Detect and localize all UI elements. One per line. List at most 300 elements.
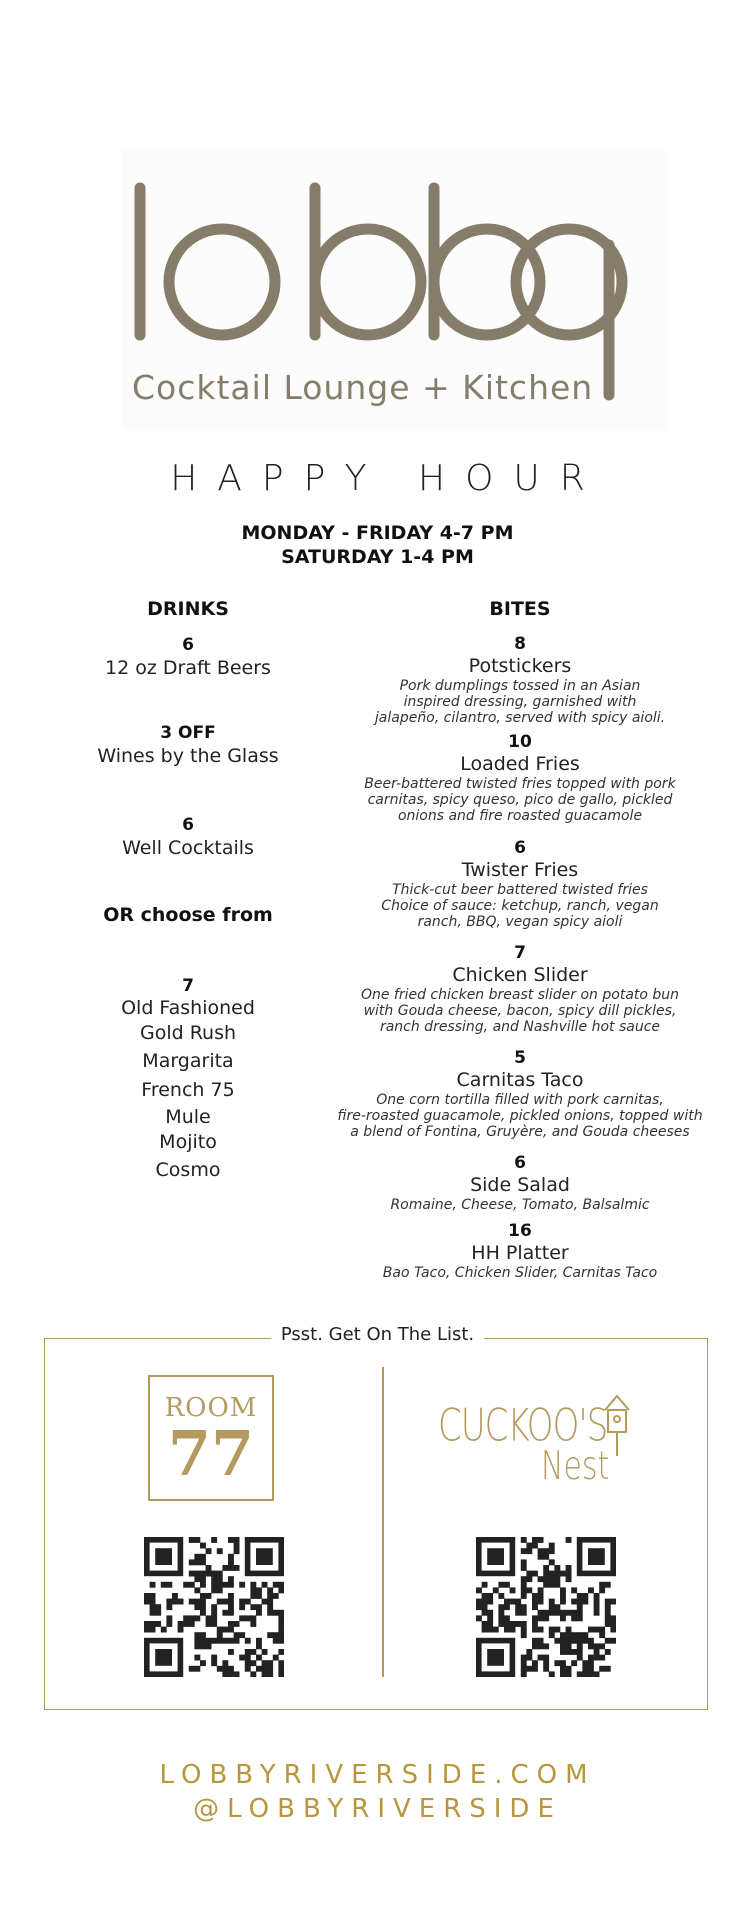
social-handle[interactable]: @LOBBYRIVERSIDE (193, 1794, 562, 1824)
qr-module (250, 1671, 256, 1677)
qr-module (217, 1571, 223, 1577)
qr-module (560, 1671, 566, 1677)
qr-module (234, 1565, 240, 1571)
bite-name: HH Platter (471, 1242, 569, 1264)
qr-module (273, 1593, 279, 1599)
birdhouse-icon (601, 1392, 641, 1462)
qr-module (222, 1671, 228, 1677)
qr-module (200, 1554, 206, 1560)
qr-module (532, 1638, 538, 1644)
qr-module (278, 1582, 284, 1588)
qr-module (228, 1638, 234, 1644)
bite-desc-line: Pork dumplings tossed in an Asian (399, 678, 641, 694)
qr-module (222, 1627, 228, 1633)
qr-module (211, 1610, 217, 1616)
qr-module (278, 1638, 284, 1644)
bite-item (330, 1048, 710, 1140)
qr-module (228, 1627, 234, 1633)
qr-module (538, 1627, 544, 1633)
qr-module (206, 1621, 212, 1627)
qr-finder-mark (476, 1537, 515, 1576)
qr-module (504, 1615, 510, 1621)
bite-desc-line: Thick-cut beer battered twisted fries (392, 882, 648, 898)
qr-module (588, 1671, 594, 1677)
qr-module (577, 1671, 583, 1677)
qr-module (521, 1627, 527, 1633)
qr-module (250, 1621, 256, 1627)
bite-desc-line: ranch dressing, and Nashville hot sauce (379, 1019, 661, 1035)
qr-module (476, 1599, 482, 1605)
qr-module (543, 1565, 549, 1571)
qr-module (222, 1638, 228, 1644)
qr-module (228, 1610, 234, 1616)
cocktail-item: Mule (165, 1106, 211, 1128)
qr-module (566, 1666, 572, 1672)
qr-module (482, 1593, 488, 1599)
qr-module (571, 1638, 577, 1644)
qr-module (599, 1655, 605, 1661)
qr-module (166, 1604, 172, 1610)
qr-module (510, 1587, 516, 1593)
qr-module (549, 1548, 555, 1554)
qr-module (211, 1660, 217, 1666)
qr-module (588, 1587, 594, 1593)
qr-module (526, 1666, 532, 1672)
qr-module (532, 1627, 538, 1633)
qr-module (582, 1632, 588, 1638)
qr-module (267, 1604, 273, 1610)
qr-module (543, 1660, 549, 1666)
qr-module (476, 1615, 482, 1621)
qr-module (554, 1565, 560, 1571)
qr-module (262, 1649, 268, 1655)
qr-module (554, 1604, 560, 1610)
qr-module (189, 1537, 195, 1543)
qr-module (250, 1582, 256, 1588)
bite-name: Carnitas Taco (456, 1069, 584, 1091)
qr-module (155, 1610, 161, 1616)
qr-module (571, 1649, 577, 1655)
qr-module (588, 1655, 594, 1661)
qr-module (273, 1632, 279, 1638)
qr-module (521, 1660, 527, 1666)
qr-module (234, 1671, 240, 1677)
qr-module (594, 1610, 600, 1616)
qr-module (194, 1554, 200, 1560)
qr-module (150, 1604, 156, 1610)
qr-module (504, 1604, 510, 1610)
qr-module (554, 1660, 560, 1666)
qr-module (262, 1599, 268, 1605)
qr-module (194, 1559, 200, 1565)
qr-module (549, 1576, 555, 1582)
qr-module (211, 1638, 217, 1644)
qr-module (538, 1599, 544, 1605)
qr-module (200, 1660, 206, 1666)
qr-module (273, 1638, 279, 1644)
qr-module (498, 1593, 504, 1599)
qr-module (610, 1615, 616, 1621)
qr-module (267, 1666, 273, 1672)
qr-module (222, 1660, 228, 1666)
room77-logo (148, 1375, 274, 1501)
cuckoos-nest-qr-code[interactable] (476, 1537, 616, 1677)
qr-module (560, 1593, 566, 1599)
qr-module (239, 1615, 245, 1621)
bite-desc-line: jalapeño, cilantro, served with spicy aioli. (374, 710, 666, 726)
qr-module (228, 1582, 234, 1588)
cocktail-item: French 75 (141, 1079, 235, 1101)
bite-price: 16 (508, 1221, 532, 1241)
qr-module (566, 1627, 572, 1633)
qr-module (599, 1632, 605, 1638)
qr-module (476, 1604, 482, 1610)
qr-module (532, 1643, 538, 1649)
qr-module (267, 1599, 273, 1605)
qr-module (582, 1638, 588, 1644)
qr-module (566, 1571, 572, 1577)
qr-module (256, 1587, 262, 1593)
qr-module (222, 1599, 228, 1605)
qr-module (605, 1638, 611, 1644)
qr-module (273, 1582, 279, 1588)
qr-module (549, 1559, 555, 1565)
cocktail-item: Gold Rush (139, 1022, 237, 1044)
qr-module (493, 1587, 499, 1593)
qr-module (278, 1671, 284, 1677)
qr-module (577, 1638, 583, 1644)
qr-module (476, 1587, 482, 1593)
qr-module (211, 1587, 217, 1593)
qr-module (566, 1610, 572, 1616)
qr-module (189, 1666, 195, 1672)
qr-module (521, 1548, 527, 1554)
qr-module (554, 1571, 560, 1577)
qr-module (538, 1593, 544, 1599)
qr-module (610, 1627, 616, 1633)
qr-module (222, 1582, 228, 1588)
qr-module (245, 1599, 251, 1605)
cuckoos-nest-line2: Nest (541, 1444, 610, 1490)
qr-module (538, 1554, 544, 1560)
bite-desc-line: carnitas, spicy queso, pico de gallo, pickled (367, 792, 673, 808)
qr-module (560, 1610, 566, 1616)
qr-module (206, 1565, 212, 1571)
qr-module (482, 1610, 488, 1616)
page-title: HAPPY HOUR (170, 458, 605, 499)
qr-module (206, 1593, 212, 1599)
qr-module (498, 1610, 504, 1616)
bite-price: 6 (514, 838, 526, 858)
qr-module (543, 1610, 549, 1616)
qr-module (482, 1599, 488, 1605)
qr-module (543, 1554, 549, 1560)
qr-module (150, 1582, 156, 1588)
qr-module (482, 1621, 488, 1627)
qr-module (278, 1666, 284, 1672)
qr-module (228, 1593, 234, 1599)
qr-module (262, 1671, 268, 1677)
bite-price: 5 (514, 1048, 526, 1068)
qr-module (200, 1610, 206, 1616)
qr-module (278, 1660, 284, 1666)
bite-desc-line: onions and fire roasted guacamole (397, 808, 643, 824)
qr-module (250, 1615, 256, 1621)
qr-module (189, 1615, 195, 1621)
qr-module (610, 1638, 616, 1644)
qr-finder-mark (245, 1537, 284, 1576)
cocktail-price (78, 974, 298, 997)
qr-module (211, 1582, 217, 1588)
qr-module (560, 1643, 566, 1649)
qr-module (217, 1548, 223, 1554)
cocktail-item: Old Fashioned (121, 997, 255, 1019)
drink-price: 3 OFF (160, 723, 216, 743)
bite-price: 8 (514, 634, 526, 654)
qr-module (571, 1660, 577, 1666)
qr-module (234, 1621, 240, 1627)
qr-module (549, 1582, 555, 1588)
qr-module (194, 1643, 200, 1649)
qr-module (239, 1599, 245, 1605)
qr-module (510, 1599, 516, 1605)
qr-module (206, 1571, 212, 1577)
bite-name: Potstickers (468, 655, 572, 677)
qr-module (560, 1587, 566, 1593)
qr-module (504, 1621, 510, 1627)
room77-logo-line2: 77 (167, 1417, 255, 1490)
qr-module (278, 1627, 284, 1633)
qr-module (166, 1599, 172, 1605)
qr-module (521, 1537, 527, 1543)
cocktail-item: Mojito (159, 1131, 217, 1153)
qr-module (521, 1671, 527, 1677)
qr-module (250, 1587, 256, 1593)
qr-module (211, 1615, 217, 1621)
qr-module (504, 1627, 510, 1633)
hours-saturday: SATURDAY 1-4 PM (281, 546, 474, 568)
qr-module (262, 1666, 268, 1672)
qr-module (532, 1571, 538, 1577)
qr-finder-mark (476, 1638, 515, 1677)
qr-module (521, 1565, 527, 1571)
qr-module (200, 1559, 206, 1565)
qr-module (538, 1587, 544, 1593)
bite-price: 6 (514, 1153, 526, 1173)
qr-module (150, 1593, 156, 1599)
qr-module (482, 1604, 488, 1610)
qr-module (200, 1604, 206, 1610)
qr-module (234, 1638, 240, 1644)
qr-module (526, 1649, 532, 1655)
qr-module (577, 1599, 583, 1605)
qr-module (211, 1604, 217, 1610)
qr-module (594, 1593, 600, 1599)
qr-module (217, 1587, 223, 1593)
qr-module (278, 1621, 284, 1627)
qr-module (566, 1565, 572, 1571)
qr-module (267, 1587, 273, 1593)
qr-module (262, 1660, 268, 1666)
qr-module (566, 1671, 572, 1677)
qr-module (594, 1604, 600, 1610)
mailing-list-title-text: Psst. Get On The List. (271, 1324, 484, 1345)
qr-module (582, 1671, 588, 1677)
room77-qr-code[interactable] (144, 1537, 284, 1677)
qr-module (543, 1615, 549, 1621)
qr-module (228, 1604, 234, 1610)
qr-module (526, 1571, 532, 1577)
qr-module (200, 1599, 206, 1605)
qr-module (554, 1576, 560, 1582)
qr-module (571, 1615, 577, 1621)
qr-module (144, 1599, 150, 1605)
bite-name: Chicken Slider (452, 964, 588, 986)
qr-module (178, 1627, 184, 1633)
qr-module (487, 1621, 493, 1627)
qr-module (206, 1643, 212, 1649)
qr-module (256, 1643, 262, 1649)
qr-module (211, 1655, 217, 1661)
qr-module (526, 1576, 532, 1582)
drinks-heading: DRINKS (147, 598, 229, 620)
qr-module (588, 1638, 594, 1644)
bite-name: Loaded Fries (460, 753, 580, 775)
qr-module (566, 1649, 572, 1655)
cocktail-item: Margarita (142, 1050, 234, 1072)
qr-module (267, 1593, 273, 1599)
qr-module (605, 1615, 611, 1621)
qr-module (521, 1632, 527, 1638)
qr-module (577, 1593, 583, 1599)
qr-module (543, 1571, 549, 1577)
qr-module (521, 1655, 527, 1661)
qr-module (150, 1627, 156, 1633)
bite-desc-line: inspired dressing, garnished with (403, 694, 637, 710)
qr-module (194, 1615, 200, 1621)
qr-module (206, 1638, 212, 1644)
qr-module (543, 1548, 549, 1554)
qr-module (228, 1649, 234, 1655)
qr-module (256, 1593, 262, 1599)
qr-module (543, 1582, 549, 1588)
qr-module (267, 1632, 273, 1638)
qr-module (498, 1604, 504, 1610)
qr-module (487, 1615, 493, 1621)
drink-item (78, 634, 298, 680)
qr-module (228, 1621, 234, 1627)
qr-module (155, 1621, 161, 1627)
qr-module (543, 1655, 549, 1661)
qr-module (239, 1632, 245, 1638)
qr-module (256, 1604, 262, 1610)
qr-module (549, 1610, 555, 1616)
room77-logo-line1: ROOM (164, 1393, 258, 1423)
qr-module (256, 1638, 262, 1644)
qr-module (273, 1655, 279, 1661)
qr-module (504, 1599, 510, 1605)
qr-module (560, 1632, 566, 1638)
qr-module (245, 1655, 251, 1661)
qr-module (262, 1582, 268, 1588)
qr-module (588, 1627, 594, 1633)
cocktail-price-value: 7 (182, 976, 194, 996)
qr-module (245, 1615, 251, 1621)
drink-price: 6 (182, 635, 194, 655)
bite-item (330, 732, 710, 824)
qr-module (239, 1582, 245, 1588)
qr-module (560, 1660, 566, 1666)
qr-module (543, 1576, 549, 1582)
qr-module (538, 1548, 544, 1554)
qr-module (166, 1615, 172, 1621)
qr-module (582, 1666, 588, 1672)
qr-module (278, 1587, 284, 1593)
qr-module (487, 1599, 493, 1605)
bite-item (330, 943, 710, 1035)
qr-finder-mark (144, 1537, 183, 1576)
qr-module (526, 1548, 532, 1554)
qr-module (161, 1582, 167, 1588)
qr-module (250, 1649, 256, 1655)
qr-module (493, 1627, 499, 1633)
qr-module (515, 1610, 521, 1616)
website-link[interactable]: LOBBYRIVERSIDE.COM (159, 1760, 596, 1790)
qr-module (250, 1660, 256, 1666)
qr-module (610, 1599, 616, 1605)
qr-module (150, 1599, 156, 1605)
qr-module (256, 1655, 262, 1661)
qr-module (155, 1604, 161, 1610)
qr-module (189, 1582, 195, 1588)
drink-name: Wines by the Glass (97, 745, 279, 767)
qr-module (194, 1604, 200, 1610)
cuckoos-nest-logo (438, 1392, 638, 1492)
qr-module (521, 1604, 527, 1610)
qr-module (543, 1666, 549, 1672)
qr-module (217, 1576, 223, 1582)
qr-module (150, 1621, 156, 1627)
qr-module (594, 1655, 600, 1661)
qr-module (605, 1649, 611, 1655)
qr-module (194, 1655, 200, 1661)
qr-module (166, 1582, 172, 1588)
qr-module (273, 1610, 279, 1616)
qr-module (549, 1632, 555, 1638)
qr-module (482, 1627, 488, 1633)
qr-module (599, 1643, 605, 1649)
qr-module (521, 1587, 527, 1593)
qr-module (577, 1655, 583, 1661)
qr-module (200, 1593, 206, 1599)
qr-module (144, 1627, 150, 1633)
qr-module (538, 1655, 544, 1661)
qr-module (228, 1537, 234, 1543)
bite-item (330, 1153, 710, 1213)
qr-module (560, 1638, 566, 1644)
qr-module (211, 1621, 217, 1627)
qr-module (532, 1615, 538, 1621)
bite-desc-line: Choice of sauce: ketchup, ranch, vegan (381, 898, 659, 914)
qr-module (538, 1643, 544, 1649)
qr-module (183, 1582, 189, 1588)
qr-module (594, 1643, 600, 1649)
qr-module (560, 1649, 566, 1655)
qr-finder-mark (577, 1537, 616, 1576)
bite-desc-line: a blend of Fontina, Gruyère, and Gouda cheeses (350, 1124, 690, 1140)
qr-module (228, 1666, 234, 1672)
qr-module (577, 1604, 583, 1610)
